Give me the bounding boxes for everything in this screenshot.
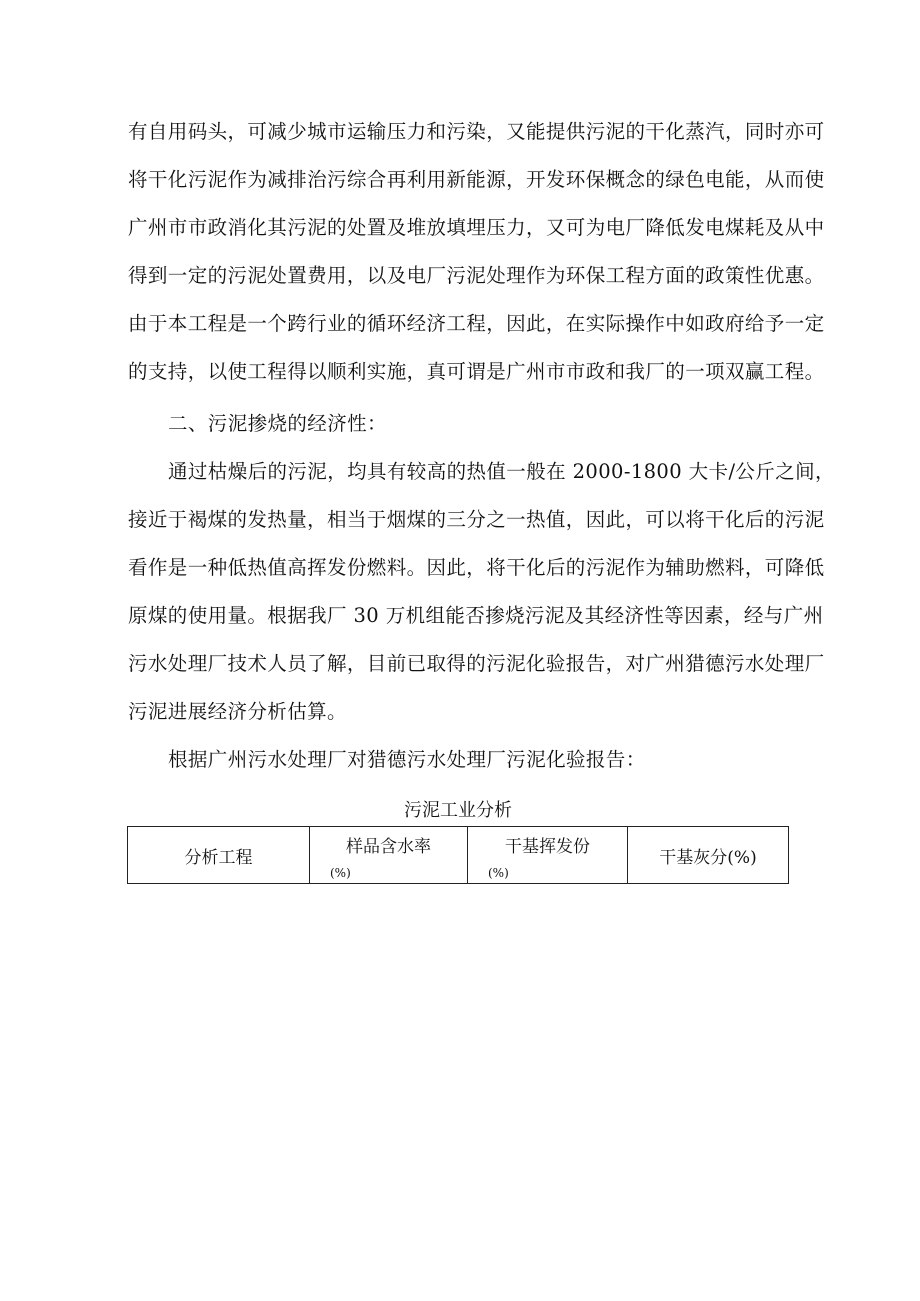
header-cell-moisture [310, 827, 468, 884]
section-heading-text: 二、污泥掺烧的经济性： [168, 412, 387, 435]
table-title: 污泥工业分析 [404, 800, 512, 821]
text-line: 由于本工程是一个跨行业的循环经济工程，因此，在实际操作中如政府给予一定 [128, 312, 825, 335]
text-line: 得到一定的污泥处置费用，以及电厂污泥处理作为环保工程方面的政策性优惠。 [128, 264, 825, 287]
text-line: 污水处理厂技术人员了解，目前已取得的污泥化验报告，对广州猎德污水处理厂 [128, 652, 825, 675]
text-line: 根据广州污水处理厂对猎德污水处理厂污泥化验报告： [168, 748, 646, 771]
text-line: 通过枯燥后的污泥，均具有较高的热值一般在 2000-1800 大卡/公斤之间， [168, 460, 835, 483]
text-line: 的支持，以使工程得以顺利实施，真可谓是广州市市政和我厂的一项双赢工程。 [128, 360, 825, 383]
header-cell-volatile [468, 827, 628, 884]
section-heading [128, 400, 792, 448]
text-line: 污泥进展经济分析估算。 [128, 700, 347, 723]
text-line: 原煤的使用量。根据我厂 30 万机组能否掺烧污泥及其经济性等因素，经与广州 [128, 604, 824, 627]
header-label: 样品含水率 [346, 837, 431, 857]
text-line: 看作是一种低热值高挥发份燃料。因此，将干化后的污泥作为辅助燃料，可降低 [128, 556, 825, 579]
text-line: 接近于褐煤的发热量，相当于烟煤的三分之一热值，因此，可以将干化后的污泥 [128, 508, 825, 531]
header-cell-analysis-item [128, 827, 310, 884]
header-unit: (%) [330, 866, 351, 880]
paragraph-report-intro [128, 736, 792, 784]
header-label: 干基灰分(%) [659, 847, 757, 868]
text-line: 将干化污泥作为减排治污综合再利用新能源，开发环保概念的绿色电能，从而使 [128, 168, 825, 191]
header-label: 分析工程 [184, 847, 253, 868]
header-unit: (%) [488, 866, 509, 880]
sludge-analysis-table [127, 826, 789, 884]
table-header-row [128, 827, 789, 884]
paragraph-intro [128, 108, 825, 396]
paragraph-economics [128, 448, 835, 736]
text-line: 有自用码头，可减少城市运输压力和污染，又能提供污泥的干化蒸汽，同时亦可 [128, 120, 825, 143]
header-cell-ash [628, 827, 789, 884]
header-label: 干基挥发份 [505, 837, 590, 857]
text-line: 广州市市政消化其污泥的处置及堆放填埋压力，又可为电厂降低发电煤耗及从中 [128, 216, 825, 239]
